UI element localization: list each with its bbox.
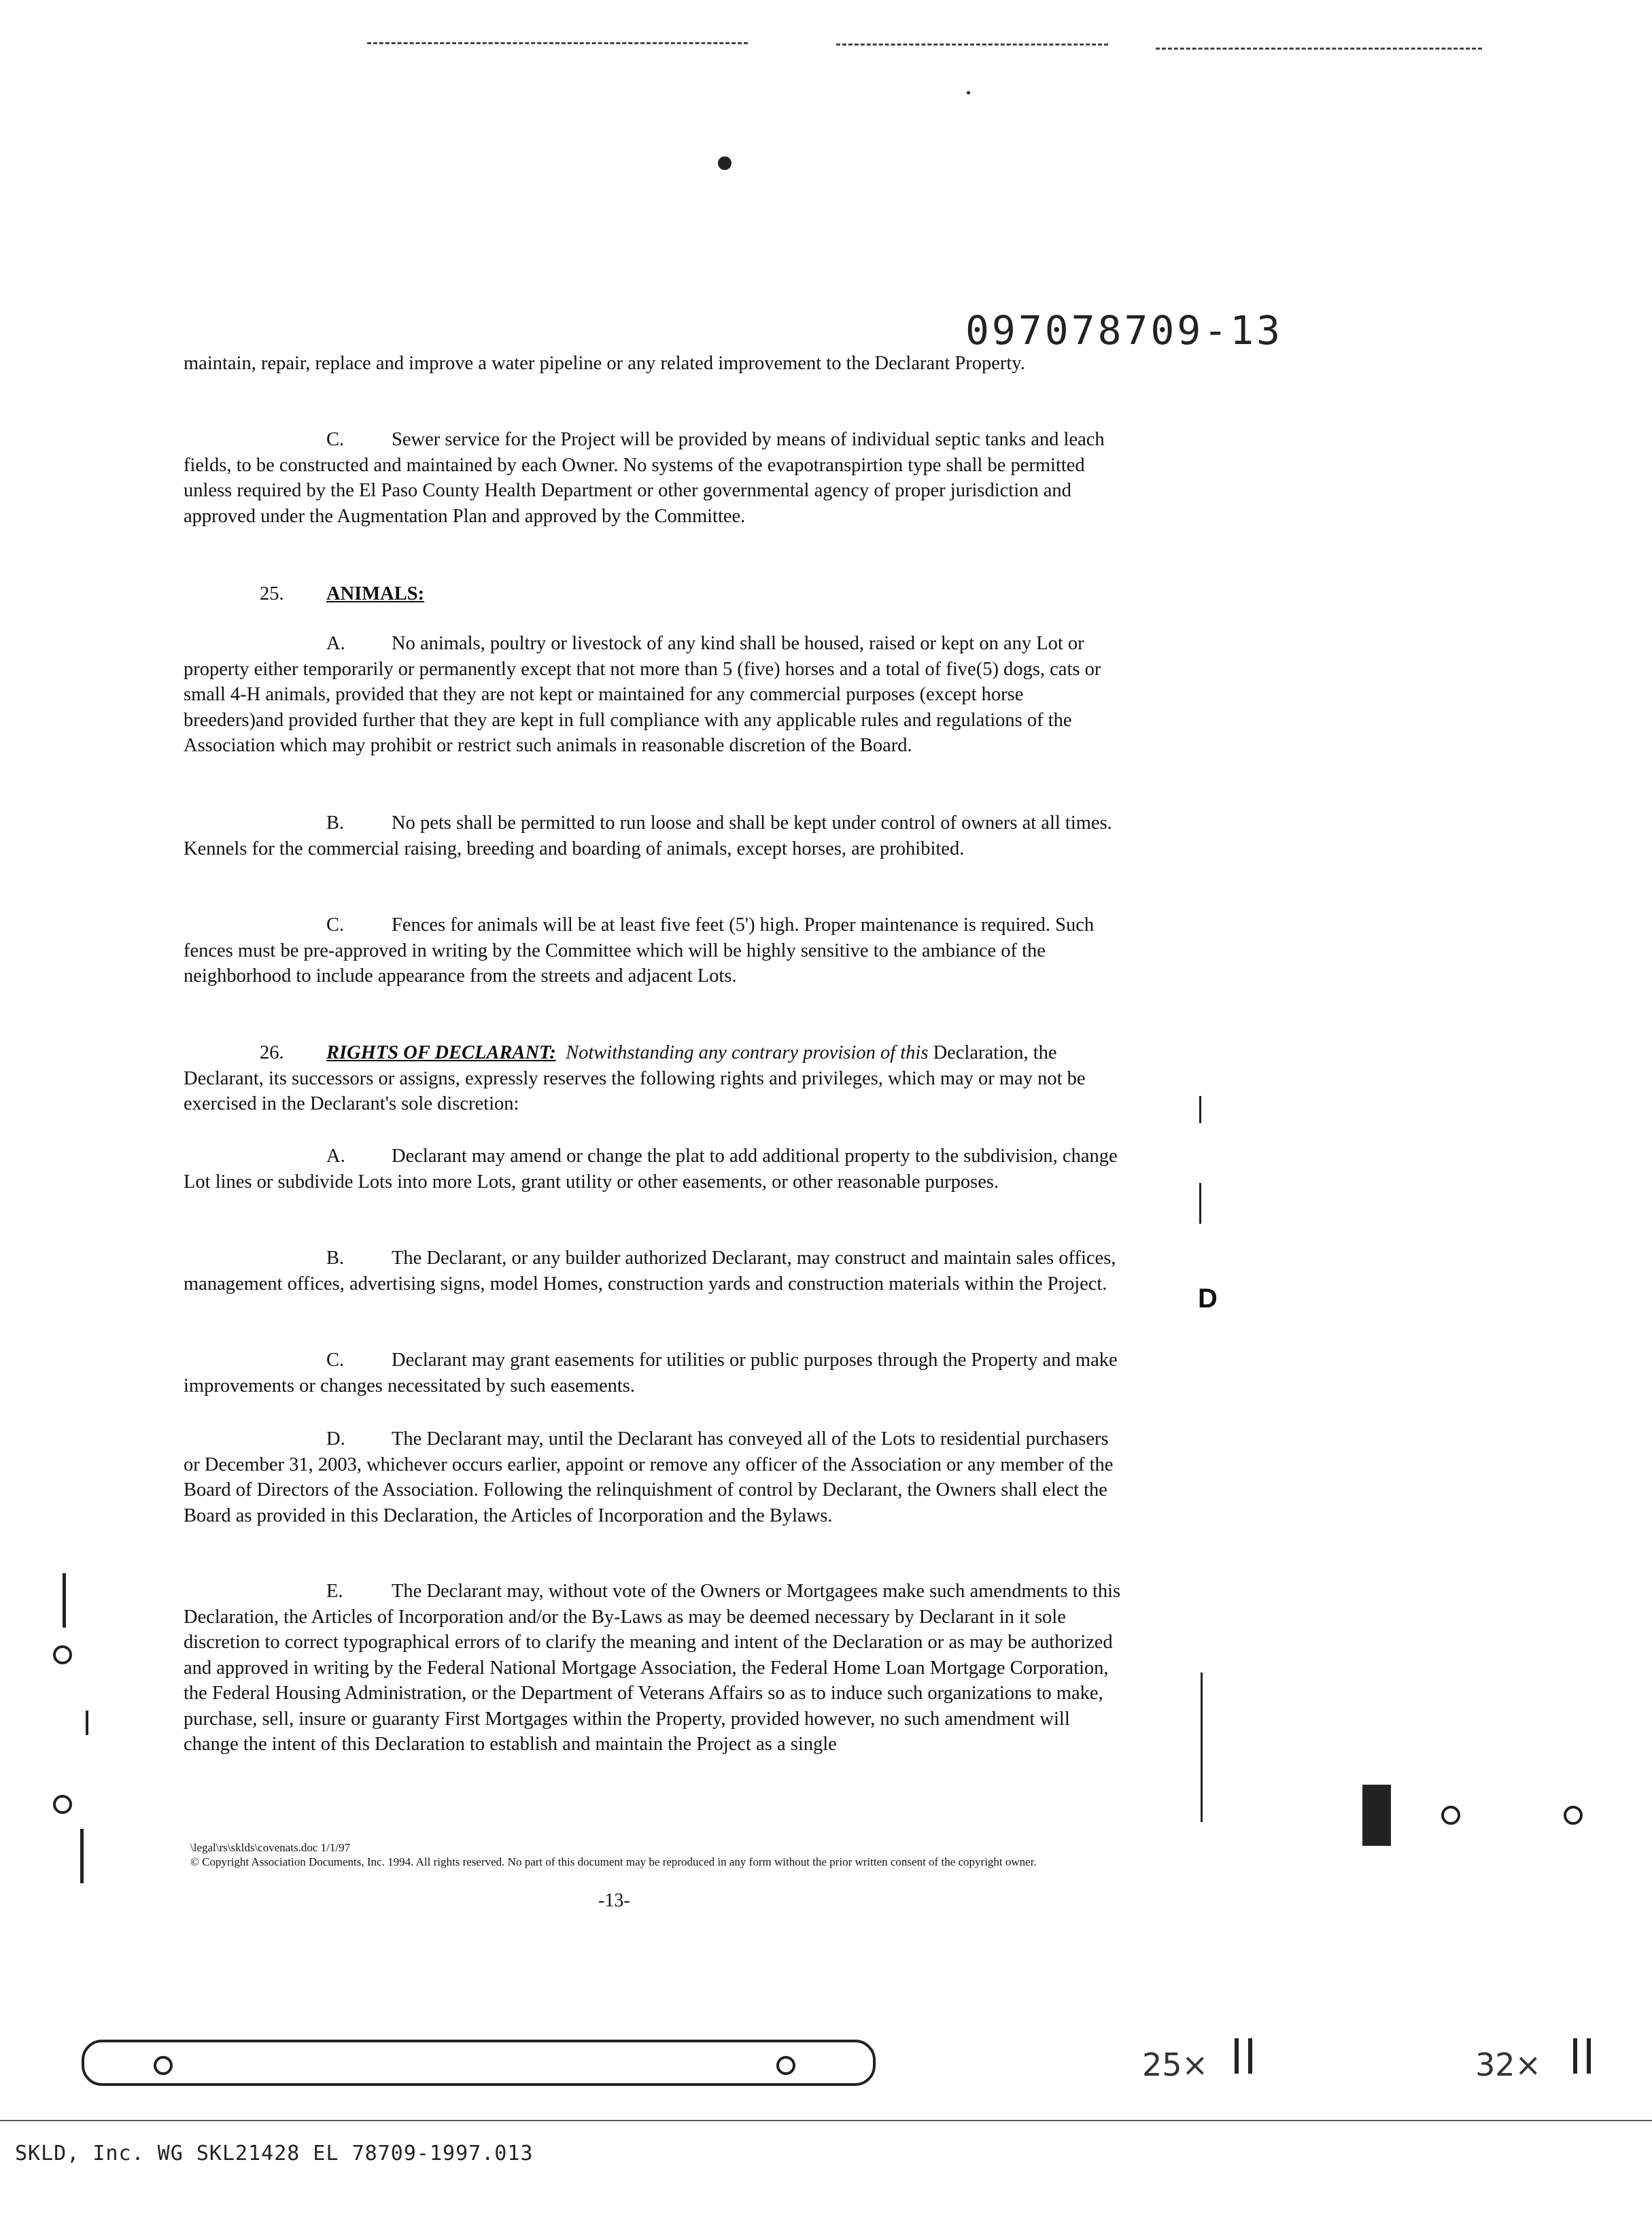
paragraph-24c-label: C.	[326, 429, 345, 450]
reduction-mark	[1235, 2038, 1239, 2074]
footer-notes	[190, 1840, 1142, 1869]
paragraph-25c-label: C.	[326, 914, 345, 936]
scan-artifact-top-dashes	[367, 42, 748, 44]
margin-hole	[1564, 1806, 1583, 1825]
strip-hole	[776, 2056, 795, 2075]
paragraph-25b	[184, 810, 1122, 861]
paragraph-25a-label: A.	[326, 633, 345, 654]
reduction-mark	[1587, 2038, 1591, 2074]
paragraph-25b-label: B.	[326, 812, 345, 834]
left-bracket-mark	[80, 1829, 84, 1883]
scan-artifact-top-dashes-right	[836, 44, 1108, 46]
paragraph-25a	[184, 631, 1122, 759]
paragraph-25a-text: No animals, poultry or livestock of any kind shall be housed, raised or kept on any Lot or property either temporarily or permanently except that not more than 5 (five) horses and a total of five(5) dogs, cats or small 4-H animals, provided that they are not kept or maintained for any commercial purposes (except horse breeders)and provided further that they are kept in full compliance with any applicable rules and regulations of the Association which may prohibit or restrict such animals in reasonable discretion of the Board.	[184, 633, 1101, 756]
left-hole	[53, 1795, 72, 1814]
section-26-rest: Declaration, the Declarant, its successors or assigns, expressly reserves the following rights and privileges, which may or may not be exercised in the Declarant's sole discretion:	[184, 1042, 1086, 1114]
footer-file-path: \legal\rs\sklds\covenats.doc 1/1/97	[190, 1841, 351, 1854]
margin-tick	[1199, 1096, 1201, 1123]
paragraph-24c-text: Sewer service for the Project will be provided by means of individual septic tanks and leach fields, to be constructed and maintained by each Owner. No systems of the evapotranspirtion type shall be permitted unless required by the El Paso County Health Department or other governmental agency of proper jurisdiction and approved under the Augmentation Plan and approved by the Committee.	[184, 429, 1105, 527]
margin-tick	[1199, 1183, 1201, 1224]
margin-tick	[1201, 1672, 1203, 1822]
paragraph-26b-label: B.	[326, 1248, 345, 1269]
paragraph-26c-text: Declarant may grant easements for utilities or public purposes through the Property and make improvements or changes necessitated by such easements.	[184, 1350, 1118, 1396]
paragraph-26a-label: A.	[326, 1146, 345, 1167]
paragraph-26d-text: The Declarant may, until the Declarant has conveyed all of the Lots to residential purchasers or December 31, 2003, whichever occurs earlier, appoint or remove any officer of the Association or any member of the Board of Directors of the Association. Following the relinquishment of control by Declarant, the Owners shall elect the Board as provided in this Declaration, the Articles of Incorporation and the Bylaws.	[184, 1428, 1114, 1526]
section-26	[184, 1040, 1122, 1117]
paragraph-26a-text: Declarant may amend or change the plat to add additional property to the subdivision, change Lot lines or subdivide Lots into more Lots, grant utility or other easements, or other reasonable purposes.	[184, 1146, 1118, 1193]
reduction-mark	[1248, 2038, 1252, 2074]
paragraph-26d-label: D.	[326, 1428, 345, 1449]
section-26-lead: Notwithstanding any contrary provision of this	[566, 1042, 929, 1063]
scan-label: SKLD, Inc. WG SKL21428 EL 78709-1997.013	[15, 2142, 534, 2165]
margin-block	[1362, 1785, 1391, 1846]
paragraph-25c	[184, 912, 1122, 989]
bottom-divider	[0, 2120, 1652, 2121]
strip-hole	[154, 2056, 173, 2075]
paragraph-25c-text: Fences for animals will be at least five feet (5') high. Proper maintenance is required. Such fences must be pre-approved in writing by the Committee which will be highly sensitive to the ambiance of the neighborhood to include appearance from the streets and adjacent Lots.	[184, 914, 1095, 987]
left-bracket-mark	[63, 1573, 66, 1628]
reduction-ratio-right: 32×	[1475, 2046, 1542, 2083]
paragraph-26b	[184, 1246, 1122, 1297]
footer-copyright: © Copyright Association Documents, Inc. 1994. All rights reserved. No part of this document may be reproduced in any form without the prior written consent of the copyright owner.	[190, 1855, 1037, 1868]
paragraph-intro-text: maintain, repair, replace and improve a water pipeline or any related improvement to the Declarant Property.	[184, 353, 1025, 374]
paragraph-25b-text: No pets shall be permitted to run loose and shall be kept under control of owners at all times. Kennels for the commercial raising, breeding and boarding of animals, except horses, are prohibited.	[184, 812, 1112, 859]
paragraph-26b-text: The Declarant, or any builder authorized Declarant, may construct and maintain sales offices, management offices, advertising signs, model Homes, construction yards and construction materials within the Project.	[184, 1248, 1116, 1294]
paragraph-26e-text: The Declarant may, without vote of the Owners or Mortgagees make such amendments to this Declaration, the Articles of Incorporation and/or the By-Laws as may be deemed necessary by Declarant in it sole discretion to correct typographical errors of to clarify the meaning and intent of the Declaration or as may be authorized and approved in writing by the Federal National Mortgage Association, the Federal Home Loan Mortgage Corporation, the Federal Housing Administration, or the Department of Veterans Affairs so as to induce such organizations to make, purchase, sell, insure or guaranty First Mortgages within the Property, provided however, no such amendment will change the intent of this Declaration to establish and maintain the Project as a single	[184, 1581, 1121, 1755]
left-hole	[53, 1645, 72, 1664]
reduction-ratio-left: 25×	[1142, 2046, 1209, 2083]
paragraph-24c	[184, 427, 1122, 529]
paragraph-26c	[184, 1348, 1122, 1399]
paragraph-intro	[184, 351, 1122, 377]
section-26-title: RIGHTS OF DECLARANT:	[326, 1042, 556, 1063]
paragraph-26c-label: C.	[326, 1350, 345, 1371]
margin-hole	[1441, 1806, 1460, 1825]
scan-strip-bar	[82, 2040, 876, 2086]
reduction-mark	[1573, 2038, 1577, 2074]
section-25-title: ANIMALS:	[326, 583, 425, 604]
margin-letter-d: D	[1198, 1284, 1218, 1314]
scan-speck	[967, 91, 970, 95]
left-mark	[86, 1711, 88, 1735]
punch-dot	[718, 156, 732, 170]
section-25-number: 25.	[260, 583, 284, 604]
scan-artifact-top-dashes-far-right	[1156, 48, 1482, 50]
paragraph-26a	[184, 1144, 1122, 1195]
section-25-heading	[184, 581, 1122, 607]
paragraph-26e-label: E.	[326, 1581, 343, 1602]
paragraph-26e	[184, 1579, 1122, 1757]
page-number: -13-	[598, 1890, 630, 1911]
document-number: 097078709-13	[965, 307, 1284, 354]
section-26-number: 26.	[260, 1042, 284, 1063]
paragraph-26d	[184, 1426, 1122, 1528]
